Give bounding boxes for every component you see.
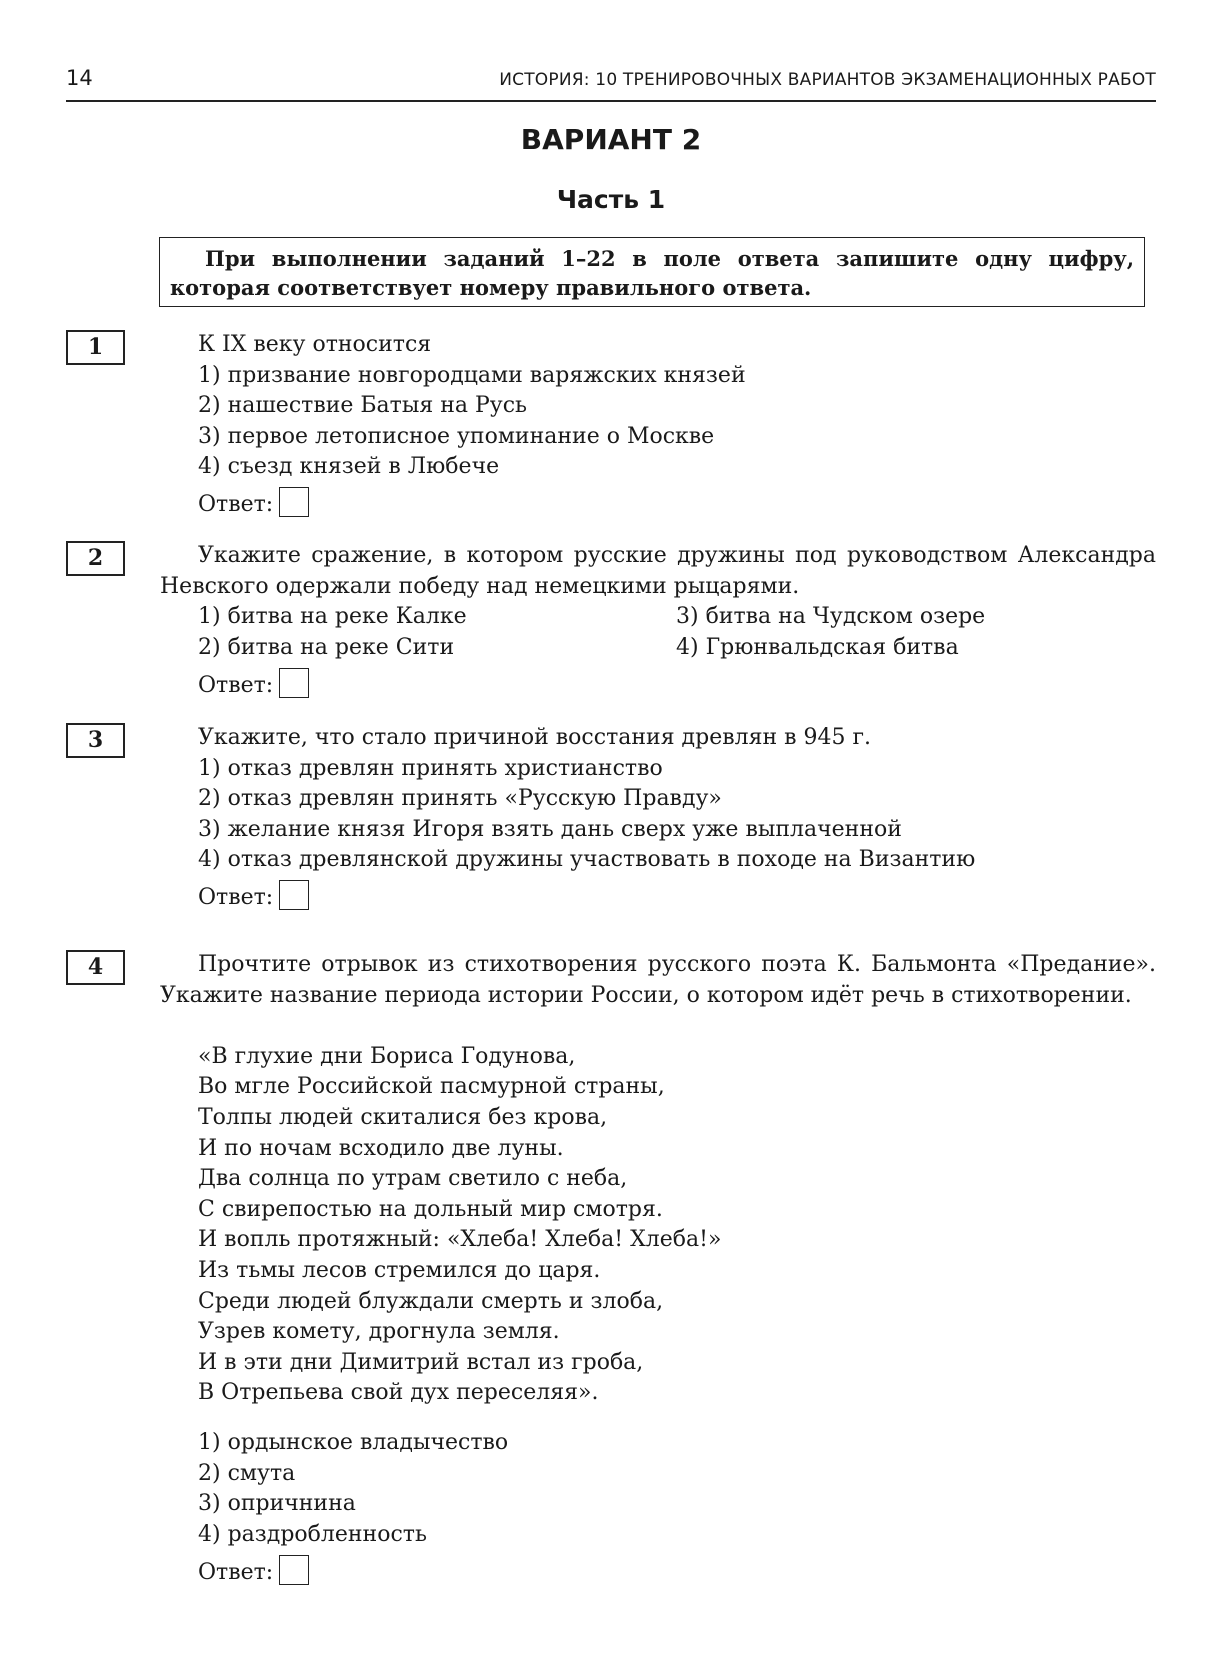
task-question: Прочтите отрывок из стихотворения русского поэта К. Бальмонта «Предание». Укажите название периода истории России, о котором идёт речь в стихотворении. bbox=[160, 952, 1156, 1008]
answer-row bbox=[198, 671, 309, 703]
poem-line: «В глухие дни Бориса Годунова, bbox=[198, 1043, 576, 1069]
poem-line: Из тьмы лесов стремился до царя. bbox=[198, 1257, 601, 1283]
instruction-box: При выполнении заданий 1–22 в поле ответа запишите одну цифру, которая соответствует номеру правильного ответа. bbox=[159, 237, 1145, 307]
option: 3) битва на Чудском озере bbox=[676, 604, 986, 630]
task-number-box: 2 bbox=[66, 541, 125, 576]
answer-input-box[interactable] bbox=[279, 487, 309, 517]
options-grid bbox=[198, 602, 1156, 664]
answer-input-box[interactable] bbox=[279, 880, 309, 910]
options-list bbox=[198, 754, 975, 876]
task-question: Укажите сражение, в котором русские дружины под руководством Александра Невского одержали победу над немецкими рыцарями. bbox=[160, 543, 1156, 599]
poem-line: И в эти дни Димитрий встал из гроба, bbox=[198, 1349, 644, 1375]
task-question: К IX веку относится bbox=[198, 332, 432, 357]
page-header bbox=[66, 62, 1156, 102]
answer-row bbox=[198, 490, 309, 522]
poem-line: И по ночам всходило две луны. bbox=[198, 1135, 564, 1161]
option: 4) Грюнвальдская битва bbox=[676, 634, 959, 660]
poem-excerpt bbox=[198, 1042, 721, 1409]
book-title: ИСТОРИЯ: 10 ТРЕНИРОВОЧНЫХ ВАРИАНТОВ ЭКЗАМЕНАЦИОННЫХ РАБОТ bbox=[499, 70, 1156, 90]
poem-line: Два солнца по утрам светило с неба, bbox=[198, 1166, 628, 1192]
poem-line: И вопль протяжный: «Хлеба! Хлеба! Хлеба!» bbox=[198, 1227, 722, 1253]
poem-line: Во мгле Российской пасмурной страны, bbox=[198, 1074, 665, 1100]
option: 3) первое летописное упоминание о Москве bbox=[198, 423, 715, 449]
answer-label: Ответ: bbox=[198, 673, 274, 698]
option: 1) ордынское владычество bbox=[198, 1430, 509, 1455]
answer-input-box[interactable] bbox=[279, 1555, 309, 1585]
option: 4) отказ древлянской дружины участвовать в походе на Византию bbox=[198, 847, 976, 873]
poem-line: Толпы людей скиталися без крова, bbox=[198, 1104, 608, 1130]
page-number: 14 bbox=[66, 66, 93, 90]
option: 4) раздробленность bbox=[198, 1521, 427, 1547]
answer-label: Ответ: bbox=[198, 492, 274, 517]
poem-line: Среди людей блуждали смерть и злоба, bbox=[198, 1288, 664, 1314]
option: 2) отказ древлян принять «Русскую Правду» bbox=[198, 786, 722, 812]
option: 3) желание князя Игоря взять дань сверх уже выплаченной bbox=[198, 816, 902, 842]
task-number-box: 3 bbox=[66, 723, 125, 758]
poem-line: Узрев комету, дрогнула земля. bbox=[198, 1319, 560, 1345]
option: 1) отказ древлян принять христианство bbox=[198, 755, 663, 781]
options-list bbox=[198, 1428, 508, 1550]
answer-row bbox=[198, 1558, 309, 1590]
answer-row bbox=[198, 883, 309, 915]
option: 2) смута bbox=[198, 1460, 296, 1486]
option: 1) битва на реке Калке bbox=[198, 604, 467, 630]
task-question: Укажите, что стало причиной восстания древлян в 945 г. bbox=[198, 725, 871, 750]
answer-label: Ответ: bbox=[198, 885, 274, 910]
option: 1) призвание новгородцами варяжских князей bbox=[198, 362, 746, 388]
task-number-box: 4 bbox=[66, 950, 125, 985]
poem-line: С свирепостью на дольный мир смотря. bbox=[198, 1196, 663, 1222]
options-list bbox=[198, 361, 746, 483]
task-number-box: 1 bbox=[66, 330, 125, 365]
variant-title: ВАРИАНТ 2 bbox=[520, 123, 702, 156]
poem-line: В Отрепьева свой дух переселяя». bbox=[198, 1380, 599, 1406]
option: 2) нашествие Батыя на Русь bbox=[198, 393, 528, 419]
option: 4) съезд князей в Любече bbox=[198, 454, 500, 480]
option: 2) битва на реке Сити bbox=[198, 634, 455, 660]
answer-label: Ответ: bbox=[198, 1560, 274, 1585]
part-title: Часть 1 bbox=[556, 185, 666, 214]
option: 3) опричнина bbox=[198, 1491, 356, 1517]
answer-input-box[interactable] bbox=[279, 668, 309, 698]
